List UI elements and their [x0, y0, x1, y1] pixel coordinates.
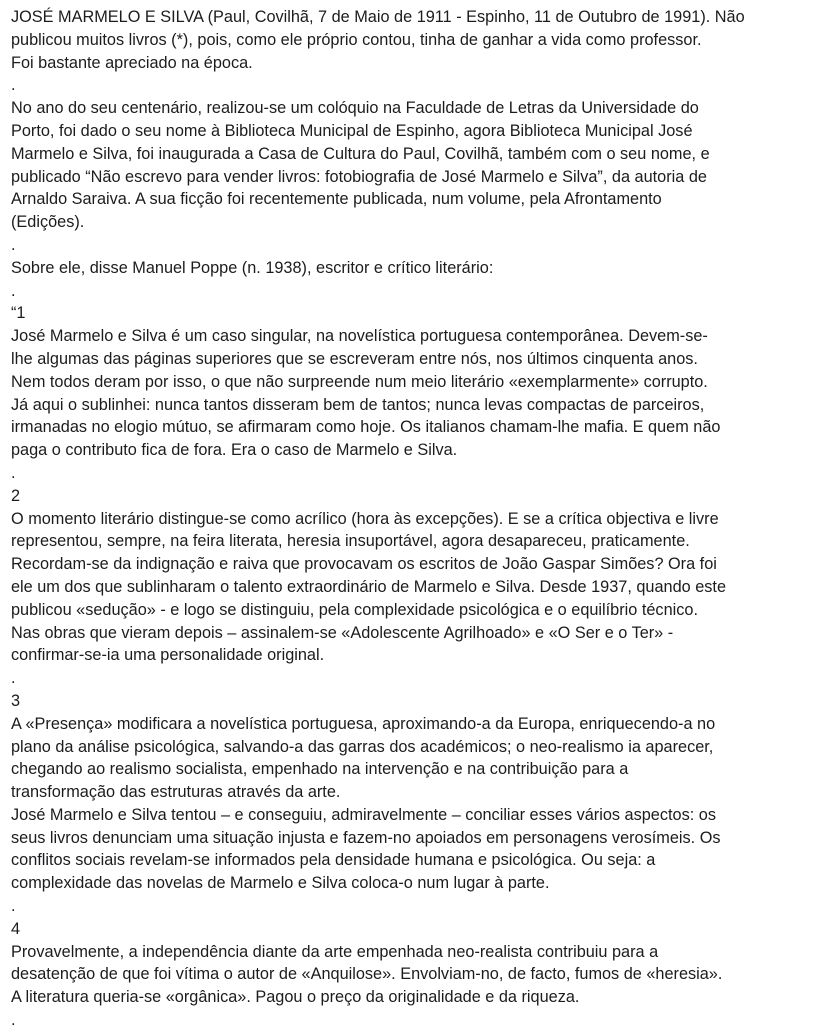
text-line: representou, sempre, na feira literata, heresia insuportável, agora desapareceu, praticamente. — [11, 532, 690, 551]
text-line: publicado “Não escrevo para vender livros: fotobiografia de José Marmelo e Silva”, da autoria de — [11, 167, 707, 186]
text-line: Marmelo e Silva, foi inaugurada a Casa de Cultura do Paul, Covilhã, também com o seu nome, e — [11, 144, 710, 163]
text-line: Provavelmente, a independência diante da arte empenhada neo-realista contribuiu para a — [11, 942, 659, 961]
text-line: plano da análise psicológica, salvando-a das garras dos académicos; o neo-realismo ia aparecer, — [11, 737, 714, 756]
text-line: transformação das estruturas através da arte. — [11, 783, 341, 802]
separator-dot: . — [11, 669, 16, 688]
text-line: Já aqui o sublinhei: nunca tantos disseram bem de tantos; nunca levas compactas de parceiros, — [11, 395, 705, 414]
text-line: Nas obras que vieram depois – assinalem-se «Adolescente Agrilhoado» e «O Ser e o Ter» - — [11, 623, 674, 642]
text-line: confirmar-se-ia uma personalidade original. — [11, 646, 325, 665]
separator-dot: . — [11, 463, 16, 482]
separator-dot: . — [11, 76, 16, 95]
text-line: publicou muitos livros (*), pois, como ele próprio contou, tinha de ganhar a vida como professor. — [11, 30, 702, 49]
text-line: lhe algumas das páginas superiores que se escreveram entre nós, nos últimos cinquenta anos. — [11, 349, 698, 368]
text-line: paga o contributo fica de fora. Era o caso de Marmelo e Silva. — [11, 441, 458, 460]
separator-dot: . — [11, 897, 16, 916]
section-number: “1 — [11, 304, 26, 323]
text-line: seus livros denunciam uma situação injusta e fazem-no apoiados em personagens verosímeis. Os — [11, 828, 721, 847]
text-line: irmanadas no elogio mútuo, se afirmaram como hoje. Os italianos chamam-lhe mafia. E quem não — [11, 418, 721, 437]
text-line: ele um dos que sublinharam o talento extraordinário de Marmelo e Silva. Desde 1937, quando este — [11, 577, 726, 596]
text-line: A «Presença» modificara a novelística portuguesa, aproximando-a da Europa, enriquecendo-a no — [11, 714, 716, 733]
text-line: Recordam-se da indignação e raiva que provocavam os escritos de João Gaspar Simões? Ora foi — [11, 555, 717, 574]
text-line: O momento literário distingue-se como acrílico (hora às excepções). E se a crítica objectiva e livre — [11, 509, 719, 528]
text-line: chegando ao realismo socialista, empenhado na intervenção e na contribuição para a — [11, 760, 629, 779]
text-line: Arnaldo Saraiva. A sua ficção foi recentemente publicada, num volume, pela Afrontamento — [11, 190, 662, 209]
section-number: 2 — [11, 486, 21, 505]
text-line: José Marmelo e Silva tentou – e conseguiu, admiravelmente – conciliar esses vários aspectos: os — [11, 805, 716, 824]
text-line: A literatura queria-se «orgânica». Pagou o preço da originalidade e da riqueza. — [11, 988, 580, 1007]
text-line: desatenção de que foi vítima o autor de «Anquilose». Envolviam-no, de facto, fumos de «heresia». — [11, 965, 723, 984]
text-line: Porto, foi dado o seu nome à Biblioteca Municipal de Espinho, agora Biblioteca Municipal José — [11, 121, 693, 140]
text-line: Foi bastante apreciado na época. — [11, 53, 253, 72]
section-number: 4 — [11, 919, 21, 938]
text-line: (Edições). — [11, 213, 85, 232]
separator-dot: . — [11, 235, 16, 254]
text-line: Sobre ele, disse Manuel Poppe (n. 1938), escritor e crítico literário: — [11, 258, 494, 277]
text-line: complexidade das novelas de Marmelo e Silva coloca-o num lugar à parte. — [11, 874, 550, 893]
text-line: JOSÉ MARMELO E SILVA (Paul, Covilhã, 7 de Maio de 1911 - Espinho, 11 de Outubro de 1991). Não — [11, 8, 745, 26]
text-line: publicou «sedução» - e logo se distinguiu, pela complexidade psicológica e o equilíbrio técnico. — [11, 600, 698, 619]
text-line: conflitos sociais revelam-se informados pela densidade humana e psicológica. Ou seja: a — [11, 851, 656, 870]
text-line: No ano do seu centenário, realizou-se um colóquio na Faculdade de Letras da Universidade do — [11, 99, 699, 118]
separator-dot: . — [11, 1011, 16, 1030]
text-line: Nem todos deram por isso, o que não surpreende num meio literário «exemplarmente» corrupto. — [11, 372, 708, 391]
text-line: José Marmelo e Silva é um caso singular, na novelística portuguesa contemporânea. Devem-se- — [11, 327, 708, 346]
separator-dot: . — [11, 281, 16, 300]
section-number: 3 — [11, 691, 21, 710]
